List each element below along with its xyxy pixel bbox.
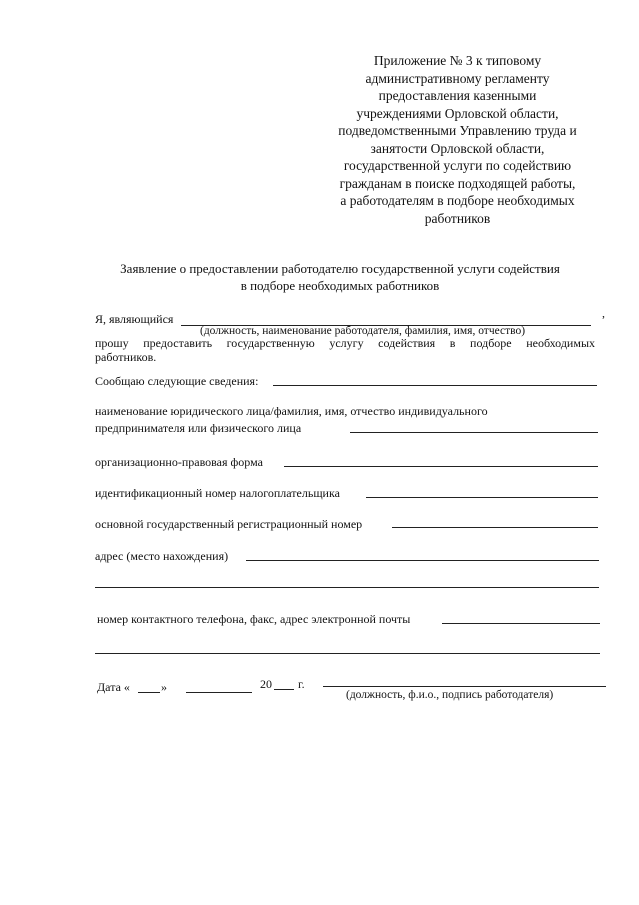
legal-name-label-2: предпринимателя или физического лица: [95, 421, 302, 435]
date-month-line[interactable]: [186, 692, 252, 693]
header-line: работников: [424, 210, 491, 226]
ogrn-label: основной государственный регистрационный номер: [95, 517, 363, 531]
signature-hint: (должность, ф.и.о., подпись работодателя): [346, 689, 554, 701]
header-line: а работодателям в подборе необходимых: [340, 193, 575, 208]
header-line: подведомственными Управлению труда и: [338, 123, 577, 138]
legal-name-label-1: наименование юридического лица/фамилия, имя, отчество индивидуального: [95, 404, 488, 418]
info-label: Сообщаю следующие сведения:: [95, 374, 259, 388]
contacts-line-2[interactable]: [95, 653, 600, 654]
header-line: занятости Орловской области,: [370, 140, 545, 156]
i-am-label: Я, являющийся: [95, 312, 174, 326]
date-label: Дата «: [97, 680, 130, 694]
header-line: предоставления казенными: [378, 88, 537, 103]
date-day-line[interactable]: [138, 692, 160, 693]
header-line: учреждениями Орловской области,: [356, 105, 559, 121]
contacts-line[interactable]: [442, 623, 600, 624]
comma: ,: [602, 306, 605, 320]
signature-line[interactable]: [323, 686, 606, 687]
contacts-label: номер контактного телефона, факс, адрес электронной почты: [97, 612, 411, 626]
year-prefix: 20: [260, 677, 272, 691]
date-quote-close: »: [161, 680, 167, 694]
header-line: гражданам в поиске подходящей работы,: [339, 175, 576, 191]
request-line-2: работников.: [95, 350, 157, 364]
info-line[interactable]: [273, 385, 597, 386]
ogrn-line[interactable]: [392, 527, 598, 528]
address-line[interactable]: [246, 560, 599, 561]
appendix-header: [300, 52, 615, 227]
year-suffix: г.: [298, 677, 305, 691]
header-line: административному регламенту: [365, 70, 550, 86]
header-line: Приложение № 3 к типовому: [373, 53, 542, 68]
title-line-2: в подборе необходимых работников: [240, 278, 440, 293]
legal-name-line[interactable]: [350, 432, 598, 433]
title-line-1: Заявление о предоставлении работодателю государственной услуги содействия: [120, 261, 560, 276]
legal-form-line[interactable]: [284, 466, 598, 467]
inn-label: идентификационный номер налогоплательщика: [95, 486, 340, 500]
date-year-line[interactable]: [274, 689, 294, 690]
address-line-2[interactable]: [95, 587, 599, 588]
header-line: государственной услуги по содействию: [343, 158, 572, 173]
applicant-hint: (должность, наименование работодателя, фамилия, имя, отчество): [200, 325, 526, 337]
document-title: [80, 260, 600, 294]
inn-line[interactable]: [366, 497, 598, 498]
legal-form-label: организационно-правовая форма: [95, 455, 263, 469]
request-line-1: прошу предоставить государственную услугу содействия в подборе необходимых: [95, 336, 595, 350]
address-label: адрес (место нахождения): [95, 549, 229, 563]
